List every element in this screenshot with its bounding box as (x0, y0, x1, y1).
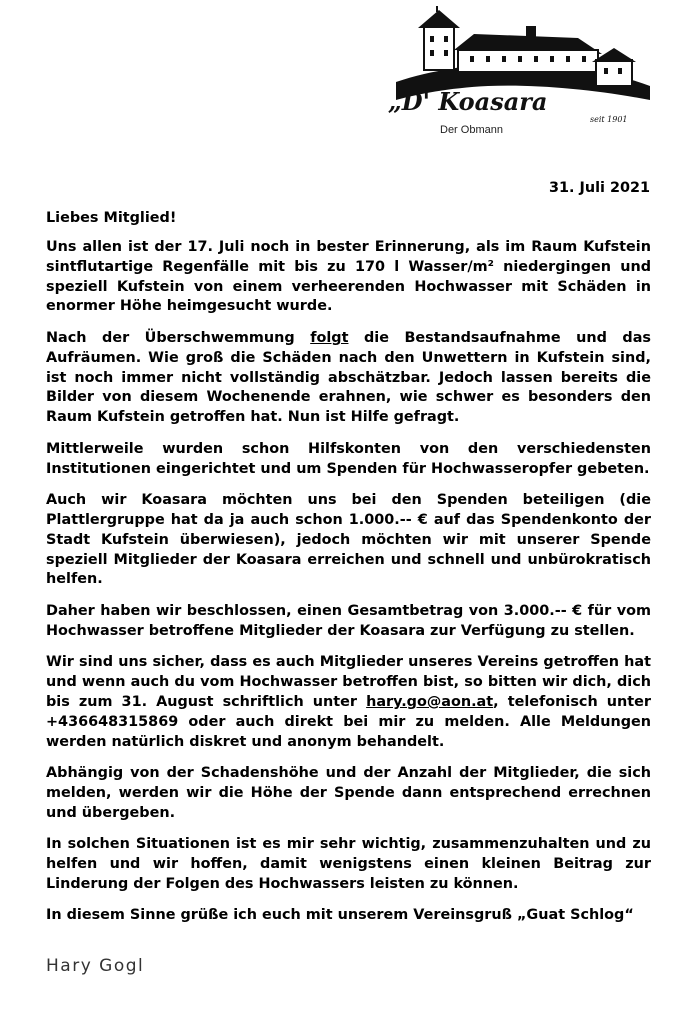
paragraph-cleanup (46, 329, 651, 428)
email-link[interactable]: hary.go@aon.at (366, 693, 494, 710)
paragraph-solidarity: In solchen Situationen ist es mir sehr wichtig, zusammenzuhalten und zu helfen und wir hoffen, damit wenigstens einen kleinen Beitrag zur Linderung der Folgen des Hochwassers leisten zu können. (46, 836, 651, 892)
paragraph-koasara-donation: Auch wir Koasara möchten uns bei den Spenden beteiligen (die Plattlergruppe hat da ja auch schon 1.000.-- € auf das Spendenkonto der Stadt Kufstein überwiesen), jedoch möchten wir mit unserer Spende speziell Mitglieder der Koasara erreichen und schnell und unbürokratisch helfen. (46, 492, 651, 588)
word-folgt: folgt (310, 329, 349, 346)
paragraph-contact (46, 653, 651, 752)
paragraph-cleanup-start: Nach der Überschwemmung (46, 329, 311, 346)
salutation: Liebes Mitglied! (46, 210, 177, 226)
letter-body (46, 238, 651, 926)
paragraph-contact-start: Wir sind uns sicher, dass es auch Mitglieder unseres Vereins getroffen hat und wenn auch du vom Hochwasser betroffen bist, so bitten wir dich, dich bis zum 31. August schriftlich unter (46, 654, 651, 710)
logo-text: „D' Koasara (388, 87, 548, 116)
sender-role: Der Obmann (440, 124, 503, 136)
paragraph-flood-intro: Uns allen ist der 17. Juli noch in bester Erinnerung, als im Raum Kufstein sintflutartige Regenfälle mit bis zu 170 l Wasser/m² niedergingen und speziell Kufstein von einem verheerenden Hochwasser mit Schäden in enormer Höhe heimgesucht wurde. (46, 239, 651, 315)
paragraph-relief-accounts: Mittlerweile wurden schon Hilfskonten von den verschiedensten Institutionen eingerichtet und um Spenden für Hochwasseropfer gebeten. (46, 440, 651, 477)
logo-since-text: seit 1901 (590, 115, 628, 124)
signature: Hary Gogl (46, 956, 145, 976)
paragraph-cleanup-rest: die Bestandsaufnahme und das Aufräumen. Wie groß die Schäden nach den Unwettern in Kufstein sind, ist noch immer nicht vollständig abschätzbar. Jedoch lassen bereits die Bilder von diesem Wochenende erahnen, wie schwer es besonders den Raum Kufstein getroffen hat. Nun ist Hilfe gefragt. (46, 329, 651, 426)
paragraph-closing: In diesem Sinne grüße ich euch mit unserem Vereinsgruß „Guat Schlog“ (46, 907, 634, 924)
club-logo (378, 4, 662, 132)
paragraph-calculation: Abhängig von der Schadenshöhe und der Anzahl der Mitglieder, die sich melden, werden wir die Höhe der Spende dann entsprechend errechnen und übergeben. (46, 765, 651, 821)
letter-date: 31. Juli 2021 (548, 180, 650, 196)
paragraph-contact-rest: , telefonisch unter +436648315869 oder auch direkt bei mir zu melden. Alle Meldungen werden natürlich diskret und anonym behandelt. (46, 693, 651, 750)
castle-logo-graphic (378, 4, 662, 132)
paragraph-total-amount: Daher haben wir beschlossen, einen Gesamtbetrag von 3.000.-- € für vom Hochwasser betroffene Mitglieder der Koasara zur Verfügung zu stellen. (46, 602, 651, 639)
